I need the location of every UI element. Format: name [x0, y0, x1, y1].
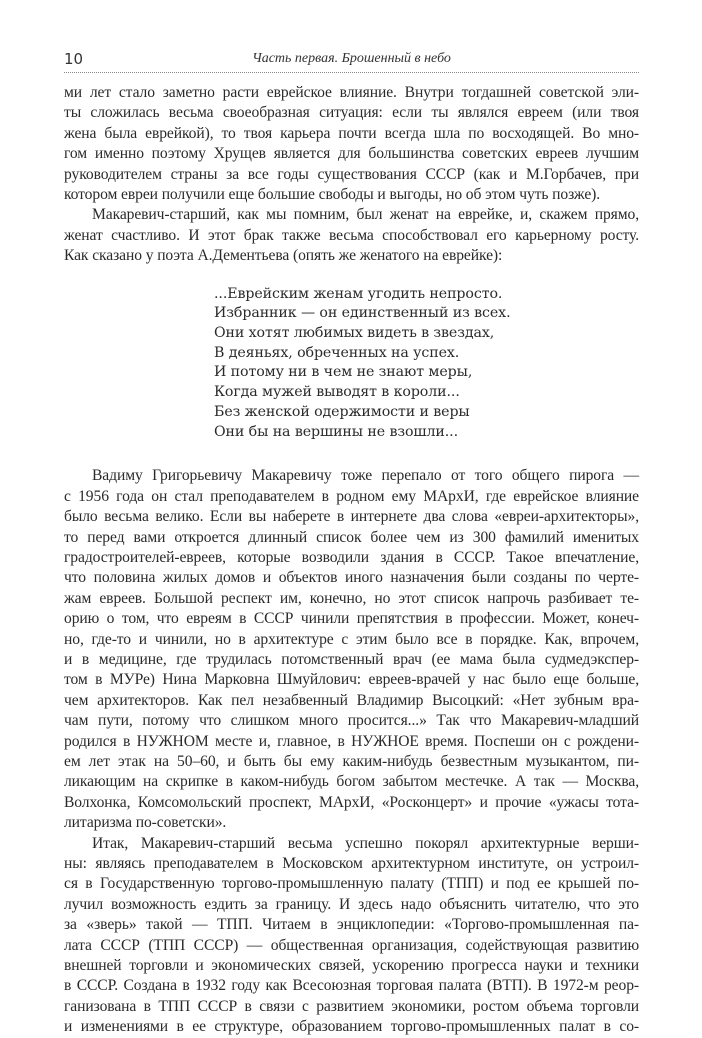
text-line: то перед вами откроется длинный список более чем из 300 фамилий именитых	[64, 528, 639, 546]
text-line: лучил возможность ездить за границу. И здесь надо объяснить читателю, что это	[64, 895, 639, 913]
text-line: лата СССР (ТПП СССР) — общественная организация, содействующая развитию	[64, 936, 639, 954]
text-line: жам евреев. Большой респект им, конечно, но этот список напрочь разбивает те-	[64, 589, 639, 607]
verse-line: ...Еврейским женам угодить непросто.	[214, 285, 503, 302]
running-title: Часть первая. Брошенный в небо	[252, 51, 451, 66]
text-line: жена была еврейкой), то твоя карьера почти всегда шла по восходящей. Во мно-	[64, 124, 639, 142]
verse-line: Избранник — он единственный из всех.	[214, 305, 511, 322]
text-line: и изменениями в ее структуре, образованием торгово-промышленных палат в со-	[64, 1018, 639, 1036]
book-page	[64, 48, 639, 1038]
text-line: руководителем страны за все годы существования СССР (как и М.Горбачев, при	[64, 165, 639, 183]
text-line: ны: являясь преподавателем в Московском архитектурном институте, он устроил-	[64, 855, 639, 872]
text-line: ем лет этак на 50–60, и быть бы ему каким-нибудь безвестным музыкантом, пи-	[64, 752, 639, 770]
text-line: гом именно поэтому Хрущев является для большинства советских евреев лучшим	[64, 145, 639, 163]
text-line: литаризма по-советски».	[64, 814, 227, 832]
running-header	[64, 48, 639, 73]
text-line: женат счастливо. И этот брак также весьма способствовал его карьерному росту.	[64, 226, 639, 244]
text-line: с 1956 года он стал преподавателем в родном ему МАрхИ, где еврейское влияние	[64, 487, 639, 505]
text-line: что половина жилых домов и объектов иного назначения были созданы по черте-	[64, 569, 639, 587]
text-line: Как сказано у поэта А.Дементьева (опять же женатого на еврейке):	[64, 247, 503, 265]
text-line: но, где-то и чинили, но в архитектуре с этим было все в порядке. Как, впрочем,	[64, 630, 639, 648]
page-number: 10	[64, 50, 84, 68]
text-line: за «зверь» такой — ТПП. Читаем в энциклопедии: «Торгово-промышленная па-	[64, 916, 639, 934]
text-line: ты сложилась весьма своеобразная ситуация: если ты являлся евреем (или твоя	[64, 104, 639, 122]
text-line: Вадиму Григорьевичу Макаревичу тоже перепало от того общего пирога —	[92, 467, 639, 485]
text-line: внешней торговли и экономических связей, ускорению прогресса науки и техники	[64, 957, 639, 975]
verse-line: Они хотят любимых видеть в звездах,	[214, 325, 495, 342]
text-line: котором евреи получили еще большие свободы и выгоды, но об этом чуть позже).	[64, 186, 601, 204]
verse-line: И потому ни в чем не знают меры,	[214, 364, 473, 381]
text-line: Макаревич-старший, как мы помним, был женат на еврейке, и, скажем прямо,	[92, 206, 639, 224]
text-line: ликающим на скрипке в каком-нибудь богом забытом местечке. А так — Москва,	[64, 773, 639, 791]
paragraph	[64, 83, 639, 205]
verse-quote	[214, 285, 639, 443]
text-line: родился в НУЖНОМ месте и, главное, в НУЖНОЕ время. Поспеши он с рождени-	[64, 732, 639, 750]
text-line: было весьма велико. Если вы наберете в интернете два слова «евреи-архитекторы»,	[64, 508, 639, 526]
verse-line: В деяньях, обреченных на успех.	[214, 344, 460, 361]
verse-line: Когда мужей выводят в короли...	[214, 384, 460, 401]
text-line: Итак, Макаревич-старший весьма успешно покорял архитектурные верши-	[92, 834, 639, 852]
text-line: орию о том, что евреям в СССР чинили препятствия в профессии. Может, конеч-	[64, 610, 639, 628]
text-line: и в медицине, где трудилась потомственный врач (ее мама была судмедэкспер-	[64, 650, 639, 668]
text-line: в СССР. Создана в 1932 году как Всесоюзная торговая палата (ВТП). В 1972-м реор-	[64, 977, 639, 995]
text-line: чем архитекторов. Как пел незабвенный Владимир Высоцкий: «Нет зубным вра-	[64, 691, 639, 709]
paragraph	[64, 466, 639, 833]
text-line: чам пути, потому что слишком много просится...» Так что Макаревич-младший	[64, 712, 639, 730]
text-line: том в МУРе) Нина Марковна Шмуйлович: евреев-врачей у нас было еще больше,	[64, 671, 639, 689]
verse-line: Они бы на вершины не взошли...	[214, 423, 459, 440]
text-line: Волхонка, Комсомольский проспект, МАрхИ, «Росконцерт» и прочие «ужасы тота-	[64, 793, 639, 811]
text-line: ганизована в ТПП СССР в связи с развитием экономики, ростом объема торговли	[64, 997, 639, 1015]
text-line: ся в Государственную торгово-промышленную палату (ТПП) и под ее крышей по-	[64, 875, 639, 893]
text-line: градостроителей-евреев, которые возводили здания в СССР. Такое впечатление,	[64, 548, 639, 566]
paragraph	[64, 205, 639, 266]
verse-line: Без женской одержимости и веры	[214, 403, 470, 420]
text-line: ми лет стало заметно расти еврейское влияние. Внутри тогдашней советской эли-	[64, 84, 639, 101]
page-body	[64, 83, 639, 1038]
paragraph	[64, 834, 639, 1038]
